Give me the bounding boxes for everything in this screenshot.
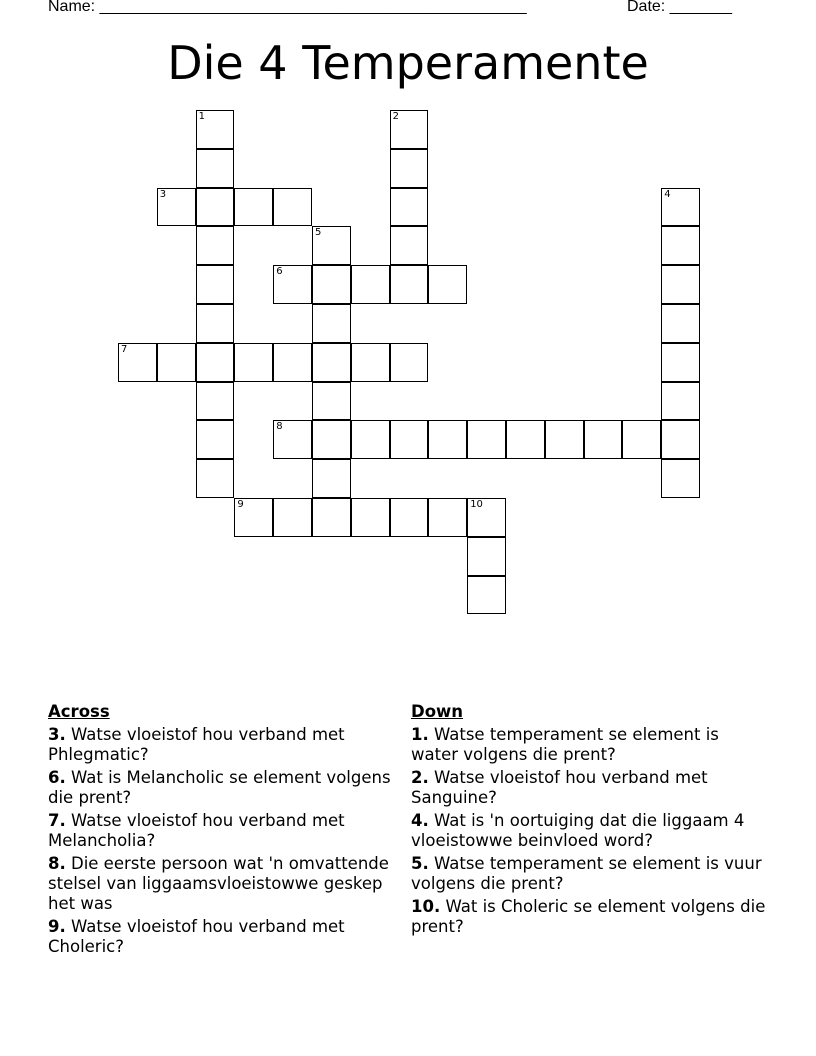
clue-text: Wat is 'n oortuiging dat die liggaam 4 vloeistowwe beinvloed word? [411,811,745,850]
grid-cell[interactable] [312,459,351,498]
clue-number: 1. [411,725,429,744]
clue-number: 5. [411,854,429,873]
clue-text: Watse temperament se element is vuur volgens die prent? [411,854,762,893]
grid-cell[interactable] [506,420,545,459]
clue-number-label: 9 [237,499,244,510]
clue-number-label: 10 [470,499,483,510]
clue-across-6 [48,768,393,808]
clue-number-label: 3 [159,188,167,200]
across-clues [48,702,393,960]
grid-cell[interactable] [157,343,196,382]
grid-cell[interactable] [196,188,235,227]
clue-text: Wat is Choleric se element volgens die prent? [411,897,766,936]
grid-cell[interactable] [196,149,235,188]
grid-cell[interactable] [196,420,235,459]
clue-across-9 [48,917,393,957]
grid-cell[interactable] [312,304,351,343]
clue-text: Watse vloeistof hou verband met Choleric? [48,917,345,956]
clue-number-label: 4 [664,188,671,200]
clue-down-4 [411,811,771,851]
clue-number-label: 1 [198,111,205,122]
grid-cell[interactable] [467,576,506,615]
grid-cell[interactable] [196,382,235,421]
grid-cell[interactable] [234,498,273,537]
grid-cell[interactable] [196,304,235,343]
grid-cell[interactable] [428,498,467,537]
date-field: Date: _______ [627,0,732,15]
clue-number: 8. [48,854,66,873]
grid-cell[interactable] [661,420,700,459]
clue-text: Watse vloeistof hou verband met Sanguine? [411,768,708,807]
clue-down-1 [411,725,771,765]
clue-across-7 [48,811,393,851]
grid-cell[interactable] [196,459,235,498]
grid-cell[interactable] [234,343,273,382]
grid-cell[interactable] [157,188,196,227]
down-clues [411,702,771,940]
clue-across-8 [48,854,393,914]
clue-down-2 [411,768,771,808]
grid-cell[interactable] [312,382,351,421]
grid-cell[interactable] [312,420,351,459]
grid-cell[interactable] [467,498,506,537]
grid-cell[interactable] [196,265,235,304]
grid-cell[interactable] [312,343,351,382]
grid-cell[interactable] [234,188,273,227]
grid-cell[interactable] [428,420,467,459]
grid-cell[interactable] [661,188,700,227]
grid-cell[interactable] [467,420,506,459]
clue-text: Wat is Melancholic se element volgens die prent? [48,768,391,807]
grid-cell[interactable] [351,498,390,537]
clue-text: Watse vloeistof hou verband met Melancholia? [48,811,345,850]
clue-down-5 [411,854,771,894]
grid-cell[interactable] [545,420,584,459]
grid-cell[interactable] [196,226,235,265]
grid-cell[interactable] [390,265,429,304]
grid-cell[interactable] [273,498,312,537]
clue-text: Die eerste persoon wat 'n omvattende stelsel van liggaamsvloeistowwe geskep het was [48,854,389,913]
grid-cell[interactable] [428,265,467,304]
down-heading: Down [411,702,464,721]
grid-cell[interactable] [661,459,700,498]
clue-number-label: 2 [392,111,399,122]
grid-cell[interactable] [661,226,700,265]
grid-cell[interactable] [390,110,429,149]
grid-cell[interactable] [390,226,429,265]
grid-cell[interactable] [351,420,390,459]
page-title: Die 4 Temperamente [167,36,649,90]
clue-across-3 [48,725,393,765]
clue-number: 4. [411,811,429,830]
grid-cell[interactable] [351,343,390,382]
grid-cell[interactable] [312,265,351,304]
grid-cell[interactable] [390,188,429,227]
grid-cell[interactable] [390,498,429,537]
grid-cell[interactable] [661,343,700,382]
clue-number: 3. [48,725,66,744]
grid-cell[interactable] [312,226,351,265]
grid-cell[interactable] [661,304,700,343]
grid-cell[interactable] [351,265,390,304]
grid-cell[interactable] [118,343,157,382]
clue-number-label: 8 [276,421,283,433]
grid-cell[interactable] [273,265,312,304]
clue-down-10 [411,897,771,937]
clue-number-label: 7 [121,343,128,355]
grid-cell[interactable] [273,420,312,459]
grid-cell[interactable] [312,498,351,537]
grid-cell[interactable] [661,265,700,304]
across-heading: Across [48,702,110,721]
grid-cell[interactable] [196,343,235,382]
grid-cell[interactable] [584,420,623,459]
clue-text: Watse vloeistof hou verband met Phlegmatic? [48,725,345,764]
grid-cell[interactable] [273,188,312,227]
grid-cell[interactable] [661,382,700,421]
clue-number: 6. [48,768,66,787]
grid-cell[interactable] [196,110,235,149]
grid-cell[interactable] [273,343,312,382]
clue-text: Watse temperament se element is water volgens die prent? [411,725,719,764]
name-field: Name: ________________________________________________ [48,0,527,15]
grid-cell[interactable] [622,420,661,459]
grid-cell[interactable] [467,537,506,576]
clue-number: 2. [411,768,429,787]
clue-number-label: 6 [276,266,283,278]
grid-cell[interactable] [390,420,429,459]
clue-number: 10. [411,897,441,916]
grid-cell[interactable] [390,343,429,382]
clue-number: 9. [48,917,66,936]
clue-number: 7. [48,811,66,830]
grid-cell[interactable] [390,149,429,188]
clue-number-label: 5 [315,227,322,239]
